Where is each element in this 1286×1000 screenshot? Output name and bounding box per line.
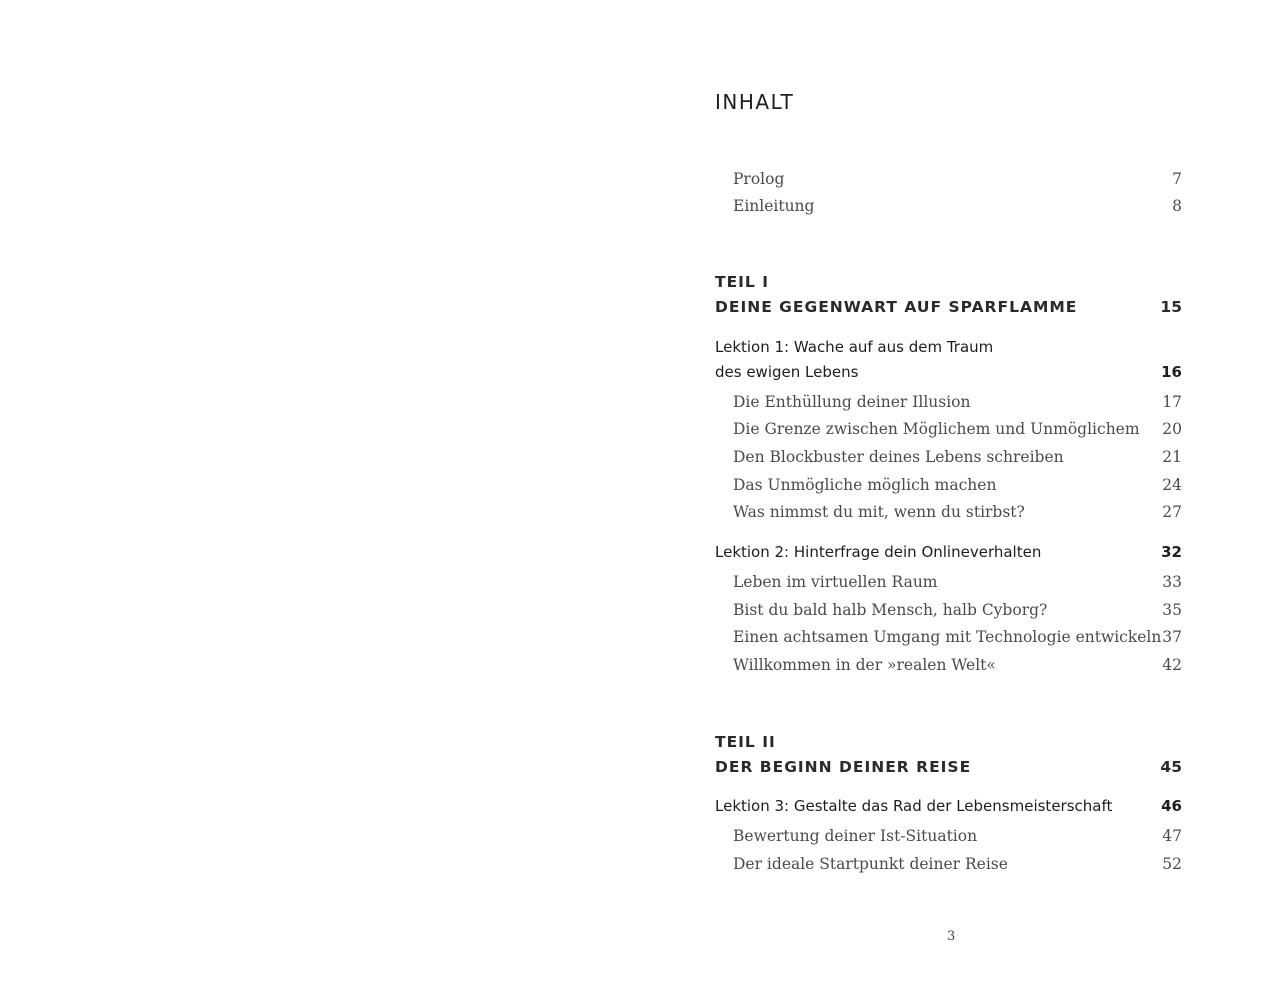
toc-entry-page: 20 [1162,420,1182,438]
toc-entry-page: 24 [1162,476,1182,494]
toc-entry [715,656,1182,674]
page-number: 3 [947,929,956,944]
toc-entry-label: Willkommen in der »realen Welt« [733,656,996,674]
toc-entry-page: 35 [1162,601,1182,619]
part-2-title-row [715,758,1182,776]
part-page: 15 [1160,298,1182,316]
lesson-1-title-line2 [715,363,1182,381]
toc-entry [715,503,1182,521]
toc-entry-label: Den Blockbuster deines Lebens schreiben [733,448,1064,466]
toc-entry-page: 33 [1162,573,1182,591]
toc-entry-label: Das Unmögliche möglich machen [733,476,997,494]
part-label: TEIL I [715,273,769,291]
toc-entry [715,420,1182,438]
lesson-page: 32 [1161,543,1182,561]
toc-entry [715,855,1182,873]
lesson-1-title-line1 [715,338,1182,356]
lesson-page: 16 [1161,363,1182,381]
toc-entry [715,393,1182,411]
toc-entry-page: 21 [1162,448,1182,466]
toc-entry-page: 37 [1162,628,1182,646]
lesson-title: Lektion 3: Gestalte das Rad der Lebensmeisterschaft [715,797,1113,815]
toc-entry-page: 8 [1172,197,1182,215]
lesson-3-title [715,797,1182,815]
toc-entry-page: 47 [1162,827,1182,845]
toc-entry-label: Die Enthüllung deiner Illusion [733,393,971,411]
part-label: TEIL II [715,733,776,751]
part-page: 45 [1160,758,1182,776]
toc-entry [715,573,1182,591]
toc-entry-label: Bewertung deiner Ist-Situation [733,827,978,845]
toc-entry-label: Der ideale Startpunkt deiner Reise [733,855,1008,873]
toc-heading: INHALT [715,90,795,114]
part-title: DER BEGINN DEINER REISE [715,758,972,776]
toc-entry-einleitung [715,197,1182,215]
toc-entry [715,601,1182,619]
toc-entry-label: Bist du bald halb Mensch, halb Cyborg? [733,601,1048,619]
toc-entry-prolog [715,170,1182,188]
toc-entry-label: Was nimmst du mit, wenn du stirbst? [733,503,1025,521]
lesson-2-title [715,543,1182,561]
toc-entry-label: Leben im virtuellen Raum [733,573,938,591]
lesson-title: des ewigen Lebens [715,363,859,381]
lesson-title: Lektion 1: Wache auf aus dem Traum [715,338,994,356]
toc-entry-page: 7 [1172,170,1182,188]
toc-entry [715,827,1182,845]
part-1-title-row [715,298,1182,316]
toc-entry-page: 27 [1162,503,1182,521]
lesson-title: Lektion 2: Hinterfrage dein Onlineverhalten [715,543,1042,561]
toc-entry [715,476,1182,494]
lesson-page: 46 [1161,797,1182,815]
toc-entry-label: Einen achtsamen Umgang mit Technologie entwickeln [733,628,1162,646]
toc-entry-label: Einleitung [733,197,815,215]
toc-entry-page: 17 [1162,393,1182,411]
toc-entry [715,448,1182,466]
toc-entry [715,628,1182,646]
part-title: DEINE GEGENWART AUF SPARFLAMME [715,298,1078,316]
toc-entry-label: Die Grenze zwischen Möglichem und Unmöglichem [733,420,1140,438]
toc-entry-label: Prolog [733,170,785,188]
part-2-label-row [715,733,1182,751]
toc-entry-page: 52 [1162,855,1182,873]
toc-entry-page: 42 [1162,656,1182,674]
part-1-label-row [715,273,1182,291]
